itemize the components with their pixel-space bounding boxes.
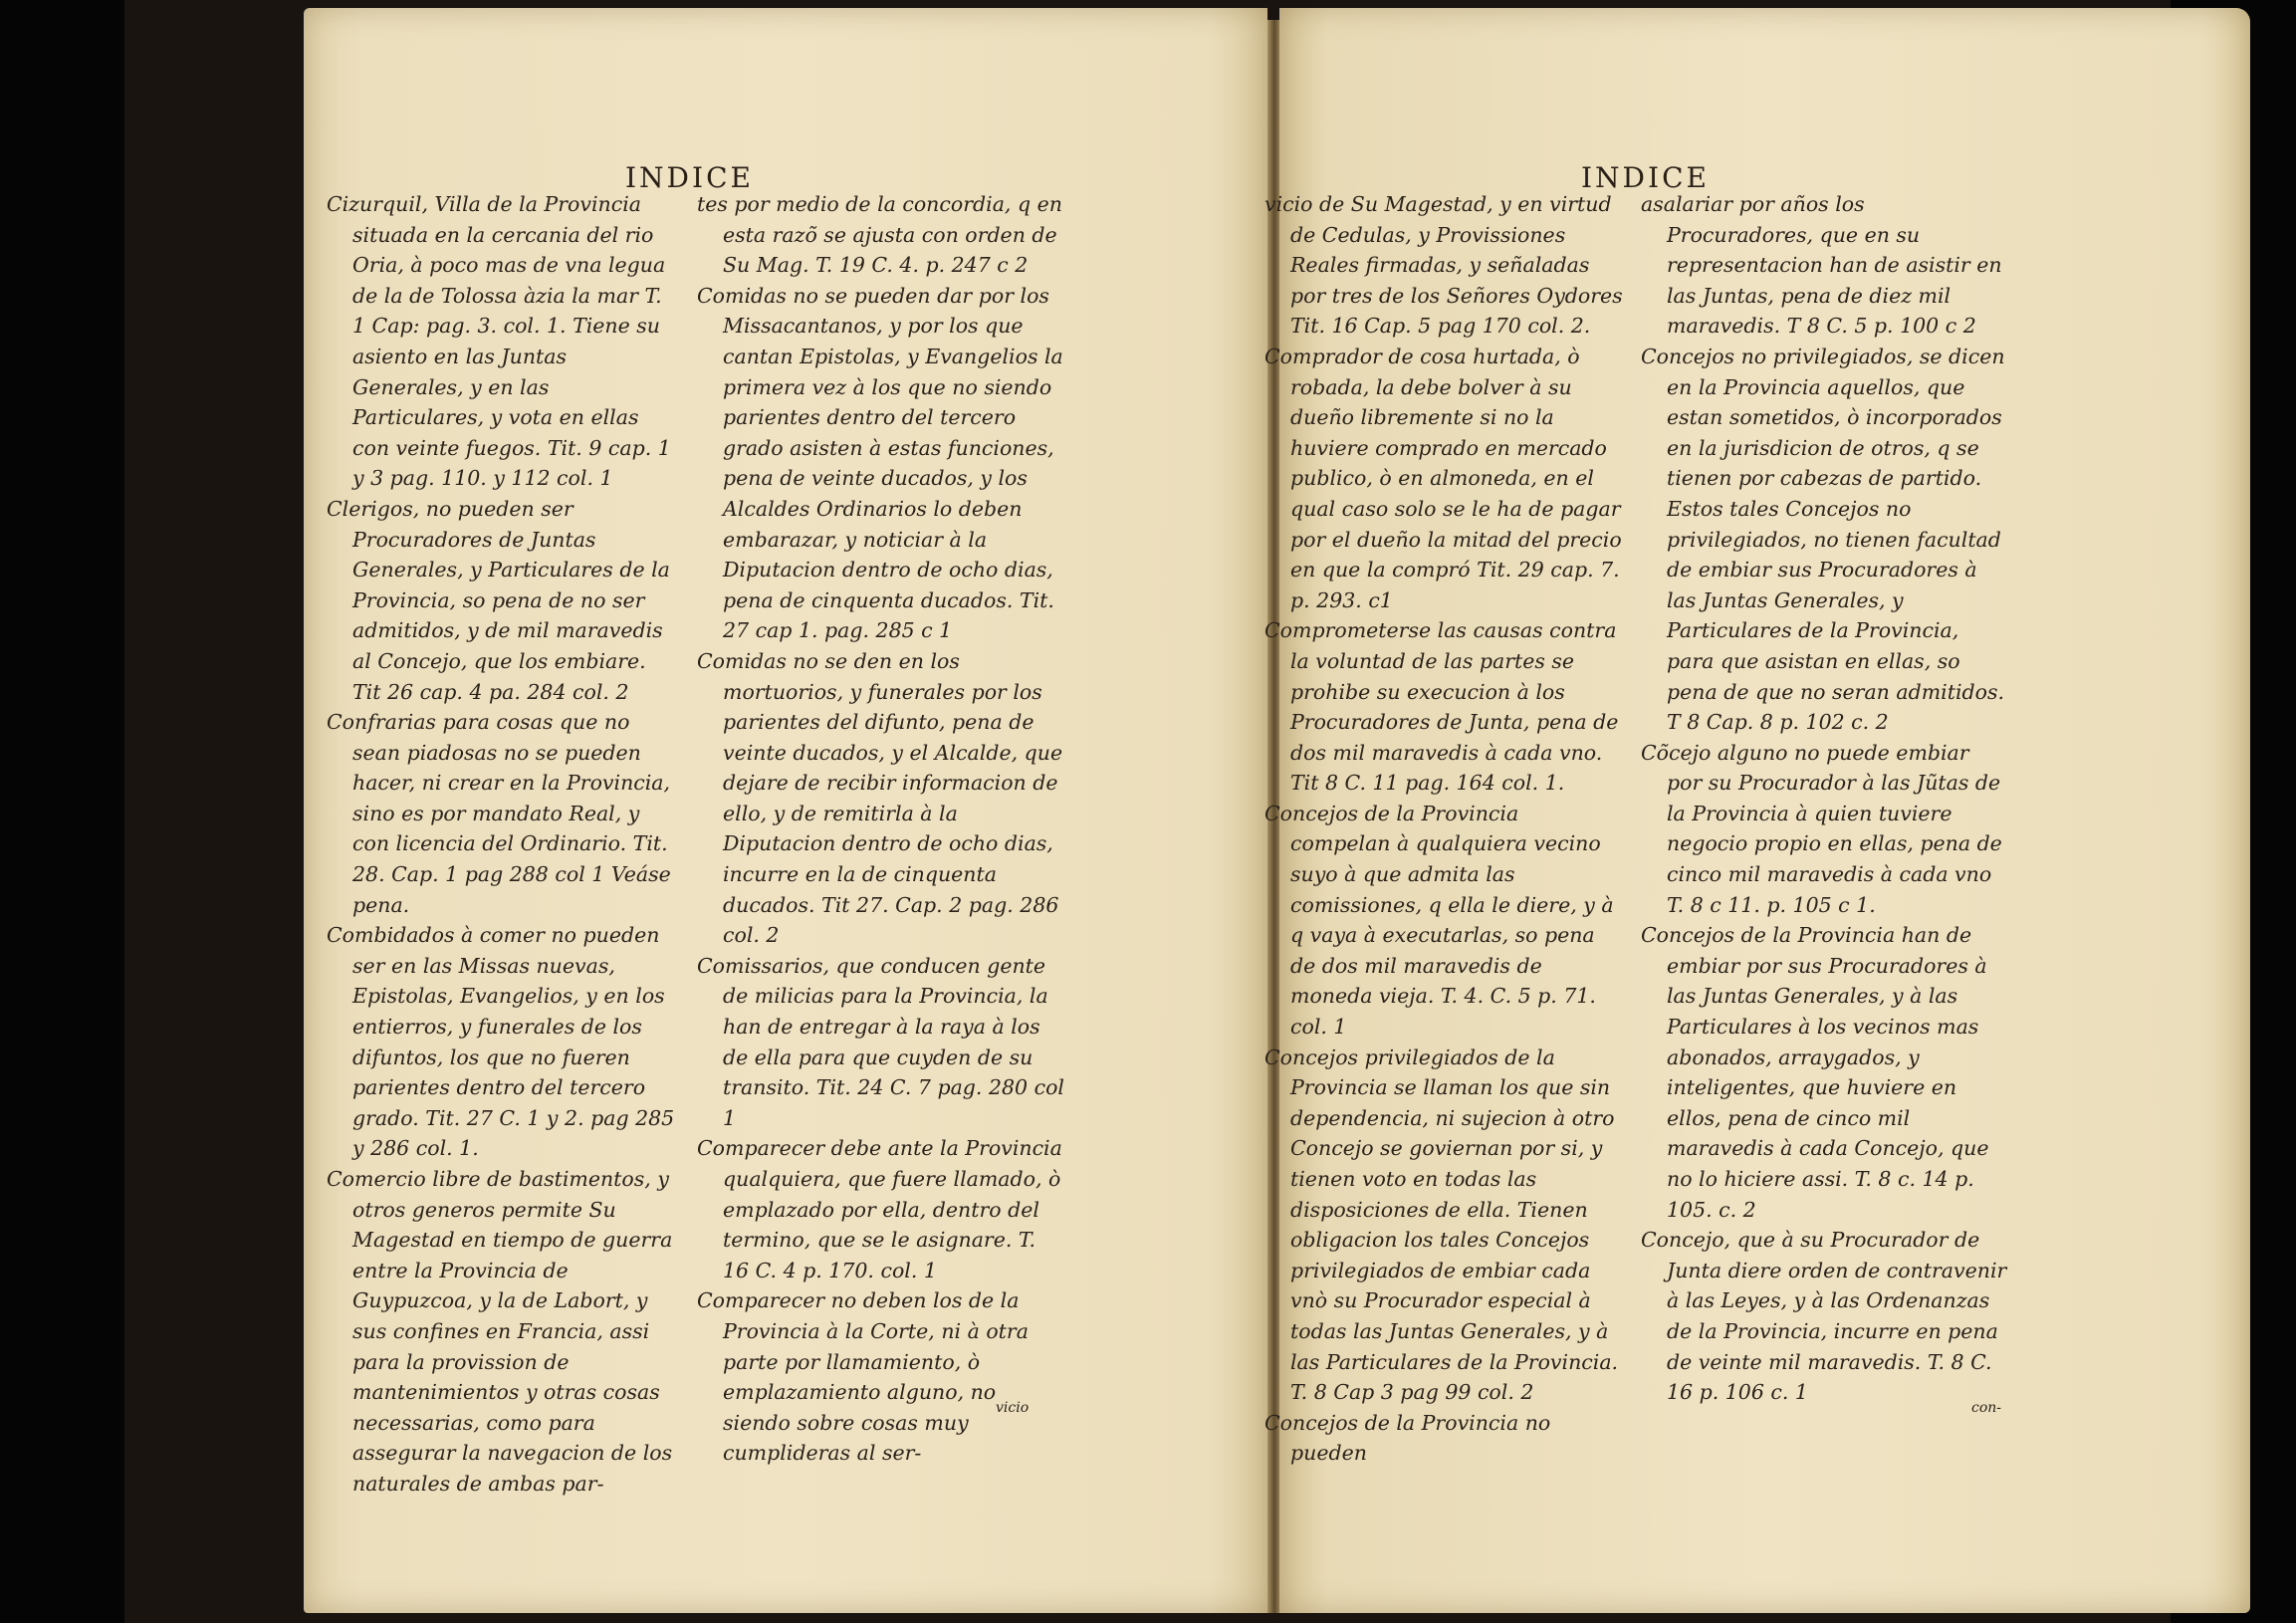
index-entry: Cõcejo alguno no puede embiar por su Procurador à las Jũtas de la Provincia à quien tuviere negocio propio en ellas, pena de cinco mil maravedis à cada vno T. 8 c 11. p. 105 c 1. — [1641, 740, 2002, 917]
right-column-2 — [1641, 189, 2009, 1408]
index-entry: Concejos de la Provincia compelan à qualquiera vecino suyo à que admita las comissiones, q ella le diere, y à q vaya à executarlas, so pena de dos mil maravedis de moneda vieja. T. 4. C. 5 p. 71. col. 1 — [1264, 801, 1614, 1040]
index-entry: Concejos de la Provincia han de embiar por sus Procuradores à las Juntas Generales, y à las Particulares à los vecinos mas abonados, arraygados, y inteligentes, que huviere en ellos, pena de cinco mil maravedis à cada Concejo, que no lo hiciere assi. T. 8 c. 14 p. 105. c. 2 — [1641, 923, 1989, 1222]
index-entry: Comidas no se den en los mortuorios, y funerales por los parientes del difunto, pena de veinte ducados, y el Alcalde, que dejare de recibir informacion de ello, y de remitirla à la Diputacion dentro de ocho dias, incurre en la de cinquenta ducados. Tit 27. Cap. 2 pag. 286 col. 2 — [697, 648, 1063, 948]
index-entry: Combidados à comer no pueden ser en las Missas nuevas, Epistolas, Evangelios, y en los entierros, y funerales de los difuntos, los que no fueren parientes dentro del tercero grado. Tit. 27 C. 1 y 2. pag 285 y 286 col. 1. — [327, 923, 675, 1161]
index-entry: Comparecer debe ante la Provincia qualquiera, que fuere llamado, ò emplazado por ella, dentro del termino, que se le asignare. T. 16 C. 4 p. 170. col. 1 — [697, 1136, 1062, 1282]
index-entry: Comissarios, que conducen gente de milicias para la Provincia, la han de entregar à la raya à los de ella para que cuyden de su transito. Tit. 24 C. 7 pag. 280 col 1 — [697, 953, 1064, 1130]
index-entry: Comprador de cosa hurtada, ò robada, la debe bolver à su dueño libremente si no la huviere comprado en mercado publico, ò en almoneda, en el qual caso solo se le ha de pagar por el dueño la mitad del precio en que la compró Tit. 29 cap. 7. p. 293. c1 — [1264, 344, 1622, 612]
index-entry: tes por medio de la concordia, q en esta razõ se ajusta con orden de Su Mag. T. 19 C. 4. p. 247 c 2 — [697, 192, 1062, 278]
index-entry: asalariar por años los Procuradores, que en su representacion han de asistir en las Juntas, pena de diez mil maravedis. T 8 C. 5 p. 100 c 2 — [1641, 192, 2002, 339]
left-column-2 — [697, 189, 1065, 1469]
index-entry: Comercio libre de bastimentos, y otros generos permite Su Magestad en tiempo de guerra entre la Provincia de Guypuzcoa, y la de Labort, y sus confines en Francia, assi para la provission de mantenimientos y otras cosas necessarias, como para assegurar la navegacion de los naturales de ambas par- — [327, 1167, 673, 1496]
index-entry: Comprometerse las causas contra la voluntad de las partes se prohibe su execucion à los Procuradores de Junta, pena de dos mil maravedis à cada vno. Tit 8 C. 11 pag. 164 col. 1. — [1264, 618, 1619, 796]
left-column-1 — [327, 189, 675, 1500]
left-catchword: vicio — [996, 1400, 1030, 1416]
index-entry: vicio de Su Magestad, y en virtud de Cedulas, y Provissiones Reales firmadas, y señaladas por tres de los Señores Oydores Tit. 16 Cap. 5 pag 170 col. 2. — [1264, 192, 1623, 339]
right-column-1 — [1264, 189, 1623, 1469]
index-entry: Concejos privilegiados de la Provincia se llaman los que sin dependencia, ni sujecion à otro Concejo se goviernan por si, y tienen voto en todas las disposiciones de ella. Tienen obligacion los tales Concejos privilegiados de embiar cada vnò su Procurador especial à todas las Juntas Generales, y à las Particulares de la Provincia. T. 8 Cap 3 pag 99 col. 2 — [1264, 1044, 1619, 1405]
index-entry: Cizurquil, Villa de la Provincia situada en la cercania del rio Oria, à poco mas de vna legua de la de Tolossa àzia la mar T. 1 Cap: pag. 3. col. 1. Tiene su asiento en las Juntas Generales, y en las Particulares, y vota en ellas con veinte fuegos. Tit. 9 cap. 1 y 3 pag. 110. y 112 col. 1 — [327, 192, 671, 491]
index-entry: Concejos de la Provincia no pueden — [1264, 1410, 1551, 1466]
index-entry: Concejo, que à su Procurador de Junta diere orden de contravenir à las Leyes, y à las Ordenanzas de la Provincia, incurre en pena de veinte mil maravedis. T. 8 C. 16 p. 106 c. 1 — [1641, 1228, 2007, 1405]
right-catchword: con- — [1971, 1400, 2002, 1416]
index-entry: Comidas no se pueden dar por los Missacantanos, y por los que cantan Epistolas, y Evangelios la primera vez à los que no siendo parientes dentro del tercero grado asisten à estas funciones, pena de veinte ducados, y los Alcaldes Ordinarios lo deben embarazar, y noticiar à la Diputacion dentro de ocho dias, pena de cinquenta ducados. Tit. 27 cap 1. pag. 285 c 1 — [697, 283, 1063, 643]
index-entry: Comparecer no deben los de la Provincia à la Corte, ni à otra parte por llamamiento, ò emplazamiento alguno, no siendo sobre cosas muy cumplideras al ser- — [697, 1288, 1029, 1466]
left-running-head: INDICE — [625, 161, 754, 194]
index-entry: Confrarias para cosas que no sean piadosas no se pueden hacer, ni crear en la Provincia, sino es por mandato Real, y con licencia del Ordinario. Tit. 28. Cap. 1 pag 288 col 1 Veáse pena. — [327, 710, 671, 917]
index-entry: Concejos no privilegiados, se dicen en la Provincia aquellos, que estan sometidos, ò incorporados en la jurisdicion de otros, q se tienen por cabezas de partido. Estos tales Concejos no privilegiados, no tienen facultad de embiar sus Procuradores à las Juntas Generales, y Particulares de la Provincia, para que asistan en ellas, so pena de que no seran admitidos. T 8 Cap. 8 p. 102 c. 2 — [1641, 344, 2005, 735]
right-running-head: INDICE — [1581, 161, 1710, 194]
index-entry: Clerigos, no pueden ser Procuradores de Juntas Generales, y Particulares de la Provincia, so pena de no ser admitidos, y de mil maravedis al Concejo, que los embiare. Tit 26 cap. 4 pa. 284 col. 2 — [327, 496, 670, 704]
